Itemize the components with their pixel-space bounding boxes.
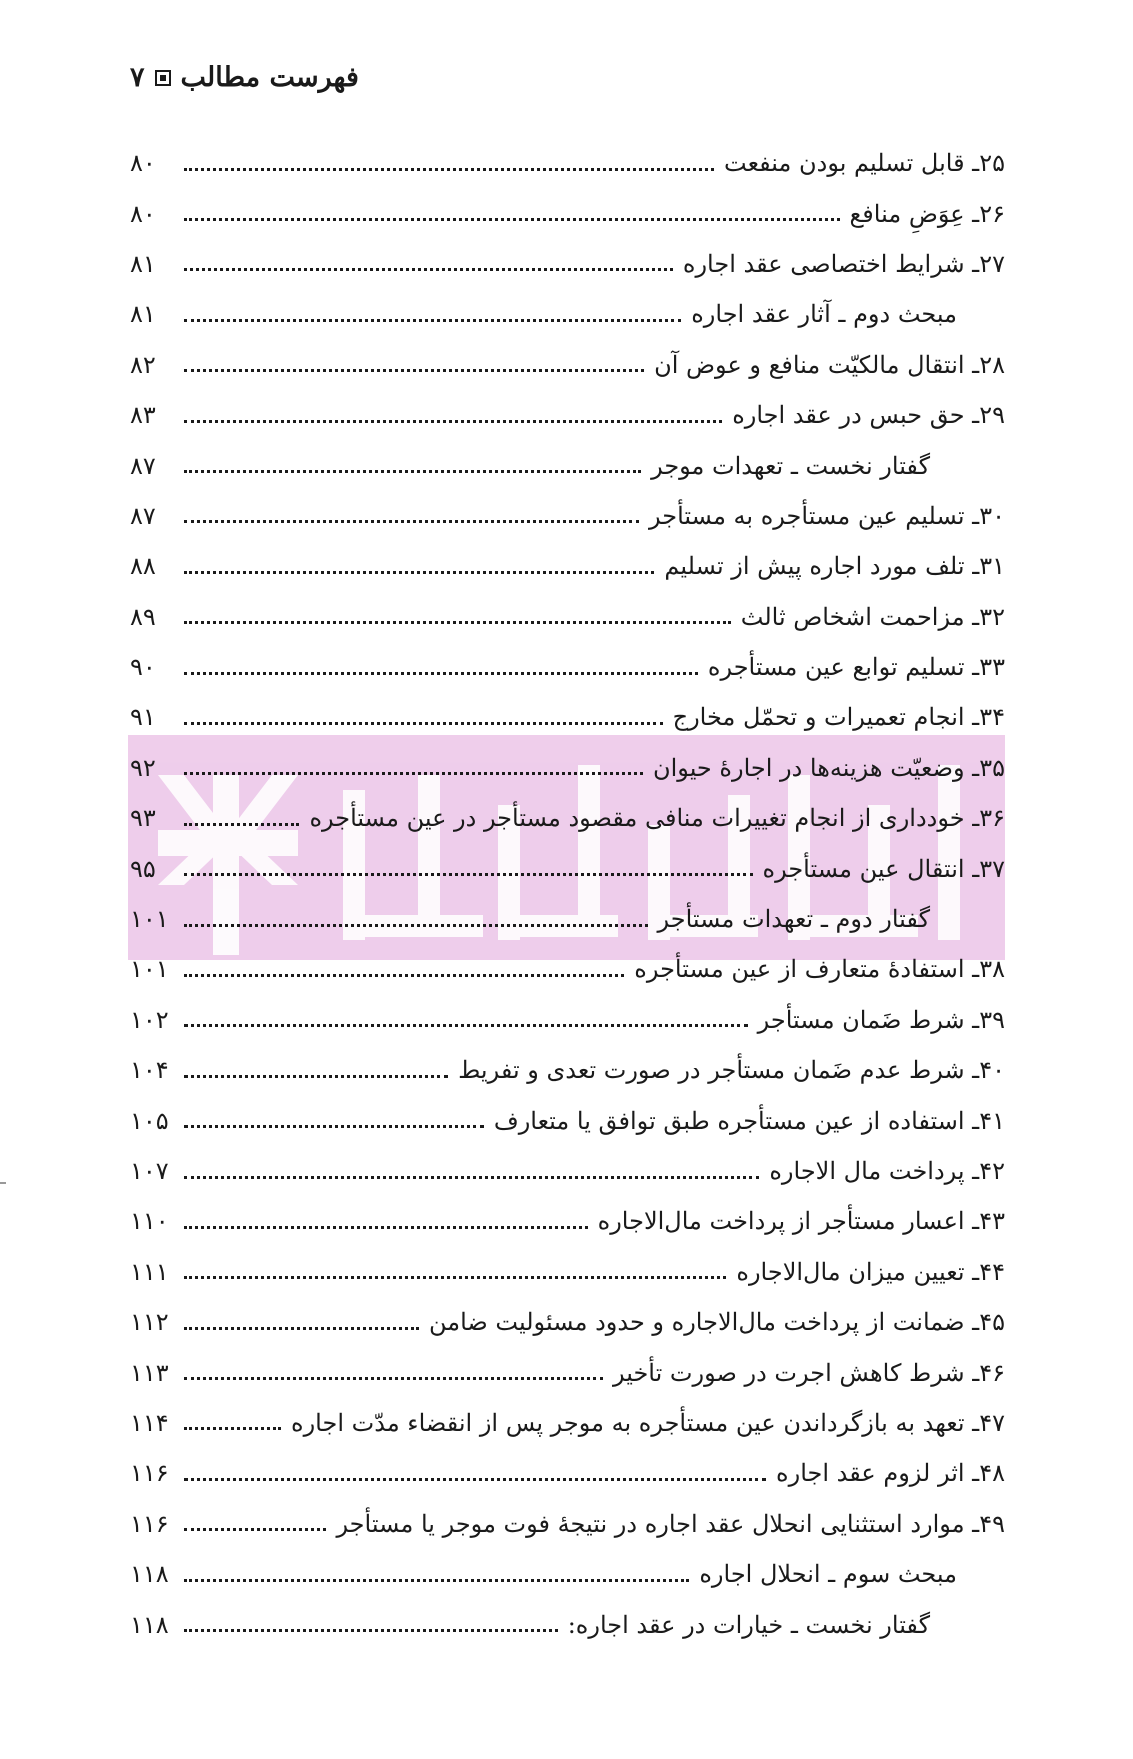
dot-leader	[184, 722, 663, 725]
dot-leader	[184, 1226, 588, 1229]
dot-leader	[184, 1528, 326, 1531]
dot-leader	[184, 924, 648, 927]
dot-leader	[184, 621, 731, 624]
toc-entry-page: ۱۰۷	[130, 1157, 169, 1185]
dot-leader	[184, 772, 643, 775]
toc-entry	[130, 995, 1005, 1045]
toc-entry-page: ۱۱۶	[130, 1509, 169, 1538]
dot-leader	[184, 1629, 558, 1632]
toc-entry-title: ۳۳ـ تسلیم توابع عین مستأجره	[707, 653, 1005, 682]
toc-entry-page: ۸۱	[130, 249, 156, 278]
toc-entry-title: ۳۵ـ وضعیّت هزینه‌ها در اجارهٔ حیوان	[653, 753, 1005, 782]
toc-entry	[130, 1499, 1005, 1549]
toc-entry-page: ۱۰۲	[130, 1005, 169, 1034]
toc-entry	[130, 1196, 1005, 1246]
toc-entry-page: ۱۱۴	[130, 1408, 169, 1437]
toc-entry	[130, 440, 1005, 490]
toc-entry-title: ۳۸ـ استفادهٔ متعارف از عین مستأجره	[634, 955, 1005, 984]
toc-entry	[130, 1247, 1005, 1297]
dot-leader	[184, 1327, 419, 1330]
dot-leader	[184, 470, 641, 473]
toc-entry-title: ۴۷ـ تعهد به بازگرداندن عین مستأجره به موجر پس از انقضاء مدّت اجاره	[291, 1408, 1005, 1437]
toc-entry-page: ۱۰۱	[130, 905, 169, 934]
toc-entry	[130, 1095, 1005, 1145]
toc-entry-page: ۸۱	[130, 300, 156, 329]
toc-entry	[130, 491, 1005, 541]
dot-leader	[184, 873, 753, 876]
dot-leader	[184, 1024, 748, 1027]
dot-leader	[184, 1075, 448, 1078]
toc-entry	[130, 1297, 1005, 1347]
toc-entry-page: ۸۷	[130, 451, 156, 480]
dot-leader	[184, 319, 681, 322]
toc-entry-page: ۹۳	[130, 804, 156, 833]
dot-leader	[184, 1579, 689, 1582]
dot-leader	[184, 268, 673, 271]
toc-entry-page: ۸۷	[130, 501, 156, 530]
toc-entry	[130, 289, 1005, 339]
dot-leader	[184, 1176, 759, 1179]
dot-leader	[184, 823, 299, 826]
toc-entry-page: ۱۰۴	[130, 1056, 169, 1085]
toc-entry-title: ۳۰ـ تسلیم عین مستأجره به مستأجر	[649, 501, 1005, 530]
toc-entry-page: ۱۱۸	[130, 1610, 169, 1639]
toc-entry	[130, 793, 1005, 843]
toc-entry-title: ۴۲ـ پرداخت مال الاجاره	[769, 1157, 1005, 1185]
toc-entry-title: ۴۳ـ اعسار مستأجر از پرداخت مال‌الاجاره	[597, 1207, 1005, 1236]
toc-entry	[130, 1549, 1005, 1599]
header-page-number: ۷	[130, 62, 145, 93]
dot-leader	[184, 168, 714, 171]
toc-entry-page: ۹۰	[130, 653, 156, 682]
toc-entry-page: ۱۱۲	[130, 1308, 169, 1337]
toc-entry-title: ۳۲ـ مزاحمت اشخاص ثالث	[740, 602, 1005, 631]
toc-entry	[130, 894, 1005, 944]
toc-entry-title: ۴۶ـ شرط کاهش اجرت در صورت تأخیر	[612, 1358, 1005, 1387]
toc-entry-title: ۴۴ـ تعیین میزان مال‌الاجاره	[736, 1257, 1005, 1286]
toc-entry-page: ۹۱	[130, 703, 156, 732]
toc-entry-title: ۴۱ـ استفاده از عین مستأجره طبق توافق یا متعارف	[493, 1106, 1005, 1135]
toc-entry	[130, 541, 1005, 591]
toc-entry-page: ۱۱۸	[130, 1560, 169, 1589]
dot-leader	[184, 672, 698, 675]
margin-tick	[0, 1182, 6, 1184]
page-header	[130, 62, 1000, 93]
toc-entry-page: ۹۵	[130, 854, 156, 883]
dot-leader	[184, 974, 624, 977]
toc-entry	[130, 390, 1005, 440]
toc-entry-title: گفتار نخست ـ تعهدات موجر	[651, 451, 930, 480]
toc-entry	[130, 239, 1005, 289]
toc-entry	[130, 1448, 1005, 1498]
dot-leader	[184, 1427, 281, 1430]
dot-leader	[184, 369, 644, 372]
toc-entry-page: ۸۲	[130, 350, 156, 379]
toc-entry-page: ۱۱۳	[130, 1358, 169, 1387]
toc-entry	[130, 1045, 1005, 1095]
toc-entry	[130, 743, 1005, 793]
toc-entry-title: ۳۹ـ شرط ضَمان مستأجر	[757, 1005, 1005, 1034]
dot-leader	[184, 520, 639, 523]
toc-entry	[130, 843, 1005, 893]
dot-leader	[184, 218, 840, 221]
toc-entry-title: ۴۸ـ اثر لزوم عقد اجاره	[776, 1459, 1005, 1488]
toc-entry-title: ۲۸ـ انتقال مالکیّت منافع و عوض آن	[654, 350, 1005, 379]
toc-entry-title: گفتار دوم ـ تعهدات مستأجر	[657, 905, 930, 934]
toc-entry-page: ۱۰۵	[130, 1106, 169, 1135]
toc-entry-page: ۱۱۶	[130, 1459, 169, 1488]
toc-entry-title: ۴۵ـ ضمانت از پرداخت مال‌الاجاره و حدود مسئولیت ضامن	[428, 1308, 1005, 1337]
toc-entry-page: ۹۲	[130, 753, 156, 782]
toc-entry-title: مبحث دوم ـ آثار عقد اجاره	[691, 300, 957, 329]
toc-entry-title: ۳۴ـ انجام تعمیرات و تحمّل مخارج	[672, 703, 1005, 732]
toc-entry-title: ۴۹ـ موارد استثنایی انحلال عقد اجاره در نتیجهٔ فوت موجر یا مستأجر	[336, 1509, 1005, 1538]
toc-entry-page: ۱۰۱	[130, 955, 169, 984]
toc-entry-title: ۴۰ـ شرط عدم ضَمان مستأجر در صورت تعدی و تفریط	[458, 1056, 1005, 1085]
toc-entry-page: ۸۰	[130, 149, 156, 178]
toc-entry-page: ۱۱۱	[130, 1257, 169, 1286]
toc-entry-page: ۸۳	[130, 401, 156, 430]
toc-entry-title: ۲۶ـ عِوَضِ منافع	[849, 199, 1005, 228]
toc-entry-title: ۳۱ـ تلف مورد اجاره پیش از تسلیم	[664, 552, 1005, 581]
toc-entry-title: ۲۹ـ حق حبس در عقد اجاره	[732, 401, 1005, 430]
toc-entry-title: ۳۷ـ انتقال عین مستأجره	[762, 854, 1005, 883]
dot-leader	[184, 1125, 484, 1128]
dot-leader	[184, 420, 722, 423]
toc-entry	[130, 1347, 1005, 1397]
toc-entry	[130, 1599, 1005, 1649]
toc-entry	[130, 692, 1005, 742]
toc-entry	[130, 340, 1005, 390]
dot-leader	[184, 1377, 603, 1380]
toc-entry-page: ۸۸	[130, 552, 156, 581]
toc-entry-title: گفتار نخست ـ خیارات در عقد اجاره:	[567, 1610, 930, 1639]
toc-entry-title: ۲۵ـ قابل تسلیم بودن منفعت	[724, 149, 1005, 178]
toc-entry-page: ۸۹	[130, 602, 156, 631]
toc-entry	[130, 188, 1005, 238]
toc-entry-page: ۱۱۰	[130, 1207, 169, 1236]
dot-leader	[184, 571, 654, 574]
dot-leader	[184, 1276, 726, 1279]
toc-entry-title: ۲۷ـ شرایط اختصاصی عقد اجاره	[682, 249, 1005, 278]
toc-entry-title: ۳۶ـ خودداری از انجام تغییرات منافی مقصود مستأجر در عین مستأجره	[309, 804, 1005, 833]
toc-entry	[130, 642, 1005, 692]
toc-entry	[130, 944, 1005, 994]
toc-entry-title: مبحث سوم ـ انحلال اجاره	[699, 1560, 957, 1589]
toc-entry	[130, 138, 1005, 188]
toc-entry	[130, 1398, 1005, 1448]
table-of-contents	[130, 138, 1005, 1650]
toc-entry	[130, 1146, 1005, 1196]
square-bullet-icon	[155, 70, 171, 86]
header-title: فهرست مطالب	[180, 62, 359, 93]
dot-leader	[184, 1478, 766, 1481]
toc-entry	[130, 592, 1005, 642]
toc-entry-page: ۸۰	[130, 199, 156, 228]
